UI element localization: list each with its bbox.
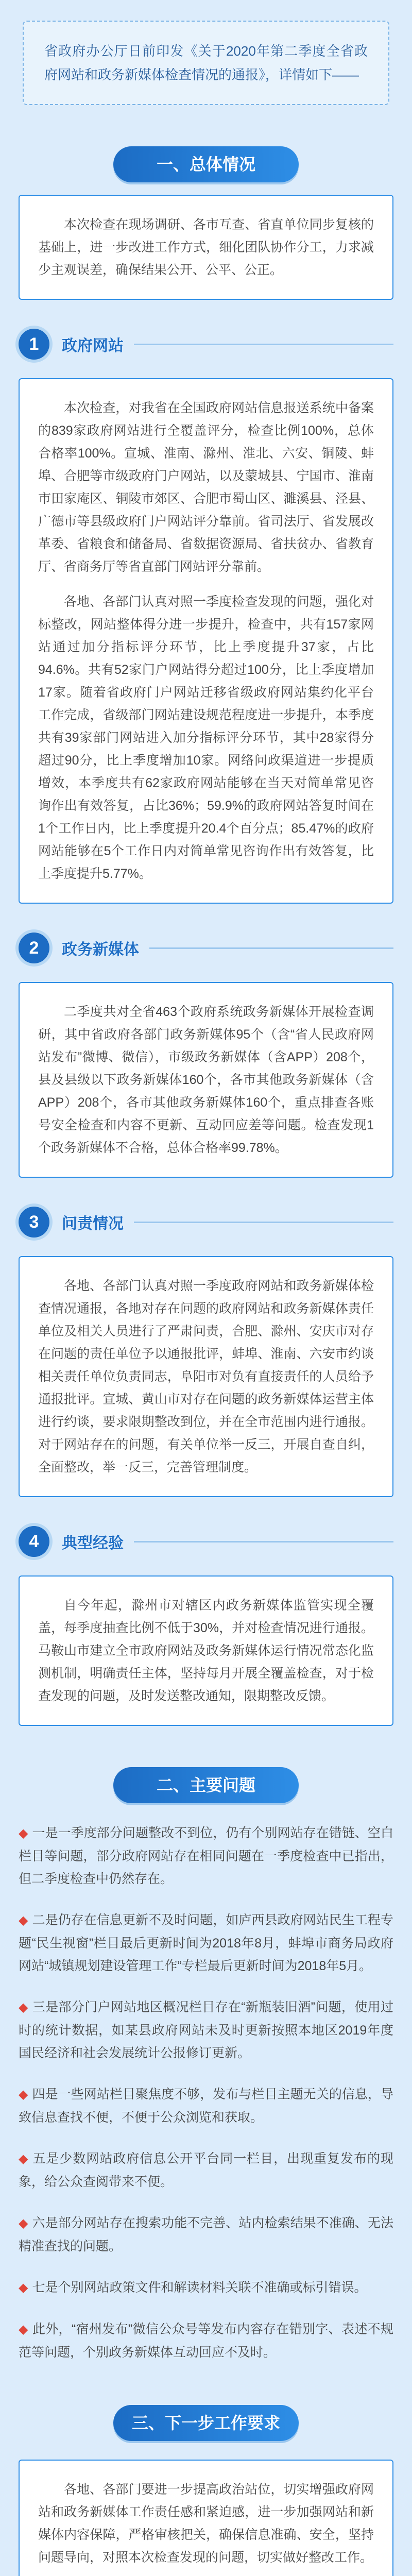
overview-text: 本次检查在现场调研、各市互查、省直单位同步复核的基础上，进一步改进工作方式，细化团队协作分工，力求减少主观误差，确保结果公开、公平、公正。 bbox=[38, 217, 374, 277]
list-item: ◆ 六是部分网站存在搜索功能不完善、站内检索结果不准确、无法精准查找的问题。 bbox=[19, 2216, 393, 2253]
section-title-problems: 二、主要问题 bbox=[113, 1767, 299, 1803]
list-item: ◆ 三是部分门户网站地区概况栏目存在“新瓶装旧酒”问题，使用过时的统计数据，如某县政府网站未及时更新按照本地区2019年度国民经济和社会发展统计公报修订更新。 bbox=[19, 2000, 393, 2060]
diamond-icon: ◆ bbox=[19, 1826, 28, 1840]
diamond-icon: ◆ bbox=[19, 2281, 28, 2295]
requirements-card bbox=[19, 2460, 393, 2576]
subhead-accountability bbox=[19, 1207, 393, 1238]
list-item: ◆ 此外，“宿州发布”微信公众号等发布内容存在错别字、表述不规范等问题，个别政务新媒体互动回应不及时。 bbox=[19, 2322, 393, 2360]
subhead-title: 问责情况 bbox=[62, 1215, 124, 1232]
subhead-new-media bbox=[19, 933, 393, 963]
number-badge: 2 bbox=[19, 933, 49, 963]
subhead-title: 典型经验 bbox=[62, 1535, 124, 1552]
accountability-card bbox=[19, 1256, 393, 1497]
list-item: ◆ 二是仍存在信息更新不及时问题，如庐西县政府网站民生工程专题“民生视窗”栏目最后更新时间为2018年8月，蚌埠市商务局政府网站“城镇规划建设管理工作”专栏最后更新时间为2018年5月。 bbox=[19, 1913, 393, 1973]
experience-card bbox=[19, 1575, 393, 1726]
list-item: ◆ 七是个别网站政策文件和解读材料关联不准确或标引错误。 bbox=[19, 2280, 367, 2295]
websites-card bbox=[19, 378, 393, 904]
new-media-card bbox=[19, 982, 393, 1178]
divider bbox=[149, 947, 393, 949]
divider bbox=[134, 344, 393, 345]
paragraph: 自今年起，滁州市对辖区内政务新媒体监管实现全覆盖，每季度抽查比例不低于30%，并对检查情况进行通报。马鞍山市建立全市政府网站及政务新媒体运行情况常态化监测机制，明确责任主体，坚持每月开展全覆盖检查，对于检查发现的问题，及时发送整改通知，限期整改反馈。 bbox=[38, 1598, 374, 1703]
list-item: ◆ 四是一些网站栏目聚焦度不够，发布与栏目主题无关的信息，导致信息查找不便，不便于公众浏览和获取。 bbox=[19, 2087, 393, 2125]
paragraph: 各地、各部门认真对照一季度检查发现的问题，强化对标整改，网站整体得分进一步提升，检查中，共有157家网站通过加分指标评分环节，比上季度提升37家，占比94.6%。共有52家门户网站得分超过100分，比上季度增加17家。随着省政府门户网站迁移省级政府网站集约化平台工作完成，省级部门网站建设规范程度进一步提升，本季度共有39家部门网站进入加分指标评分环节，其中28家得分超过90分，比上季度增加10家。网络问政渠道进一步提质增效，本季度共有62家政府网站能够在当天对简单常见咨询作出有效答复，占比36%；59.9%的政府网站答复时间在1个工作日内，比上季度提升20.4个百分点；85.47%的政府网站能够在5个工作日内对简单常见咨询作出有效答复，比上季度提升5.77%。 bbox=[38, 595, 374, 881]
overview-card bbox=[19, 195, 393, 300]
number-badge: 1 bbox=[19, 329, 49, 360]
diamond-icon: ◆ bbox=[19, 1913, 28, 1927]
diamond-icon: ◆ bbox=[19, 2001, 28, 2014]
number-badge: 3 bbox=[19, 1207, 49, 1238]
subhead-title: 政务新媒体 bbox=[62, 941, 139, 958]
subhead-title: 政府网站 bbox=[62, 337, 124, 354]
paragraph: 本次检查，对我省在全国政府网站信息报送系统中备案的839家政府网站进行全覆盖评分，检查比例100%，总体合格率100%。宣城、淮南、滁州、淮北、六安、铜陵、蚌埠、合肥等市级政府门户网站，以及蒙城县、宁国市、淮南市田家庵区、铜陵市郊区、合肥市蜀山区、濉溪县、泾县、广德市等县级政府门户网站评分靠前。省司法厅、省发展改革委、省粮食和储备局、省数据资源局、省扶贫办、省教育厅、省商务厅等省直部门网站评分靠前。 bbox=[38, 401, 374, 574]
problems-list bbox=[0, 1822, 412, 2364]
section-title-overview: 一、总体情况 bbox=[113, 146, 299, 182]
diamond-icon: ◆ bbox=[19, 2216, 28, 2230]
number-badge: 4 bbox=[19, 1526, 49, 1557]
diamond-icon: ◆ bbox=[19, 2152, 29, 2166]
list-item: ◆ 五是少数网站政府信息公开平台同一栏目，出现重复发布的现象，给公众查阅带来不便。 bbox=[19, 2151, 393, 2189]
list-item: ◆ 一是一季度部分问题整改不到位，仍有个别网站存在错链、空白栏目等问题，部分政府网站存在相同问题在一季度检查中已指出，但二季度检查中仍然存在。 bbox=[19, 1826, 393, 1886]
subhead-experience bbox=[19, 1526, 393, 1557]
divider bbox=[134, 1222, 393, 1223]
paragraph: 二季度共对全省463个政府系统政务新媒体开展检查调研，其中省政府各部门政务新媒体95个（含“省人民政府网站发布”微博、微信），市级政务新媒体（含APP）208个，县及县级以下政务新媒体160个，各市其他政务新媒体（含APP）208个，各市其他政务新媒体160个，重点排查各账号安全检查和内容不更新、互动回应差等问题。检查发现1个政务新媒体不合格，总体合格率99.78%。 bbox=[38, 1005, 374, 1155]
divider bbox=[134, 1541, 393, 1543]
intro-box bbox=[23, 21, 389, 105]
paragraph: 各地、各部门要进一步提高政治站位，切实增强政府网站和政务新媒体工作责任感和紧迫感，进一步加强网站和新媒体内容保障，严格审核把关，确保信息准确、安全，坚持问题导向，对照本次检查发现的问题，切实做好整改工作。 bbox=[38, 2482, 374, 2565]
section-title-requirements: 三、下一步工作要求 bbox=[113, 2405, 299, 2441]
intro-text: 省政府办公厅日前印发《关于2020年第二季度全省政府网站和政务新媒体检查情况的通报》，详情如下—— bbox=[44, 43, 368, 82]
diamond-icon: ◆ bbox=[19, 2088, 28, 2102]
diamond-icon: ◆ bbox=[19, 2323, 28, 2336]
paragraph: 各地、各部门认真对照一季度政府网站和政务新媒体检查情况通报，各地对存在问题的政府网站和政务新媒体责任单位及相关人员进行了严肃问责，合肥、滁州、安庆市对存在问题的责任单位予以通报批评，蚌埠、淮南、六安市约谈相关责任单位负责同志，阜阳市对负有直接责任的人员给予通报批评。宣城、黄山市对存在问题的政务新媒体运营主体进行约谈，要求限期整改到位，并在全市范围内进行通报。对于网站存在的问题，有关单位举一反三，开展自查自纠，全面整改，举一反三，完善管理制度。 bbox=[38, 1279, 374, 1475]
subhead-websites bbox=[19, 329, 393, 360]
